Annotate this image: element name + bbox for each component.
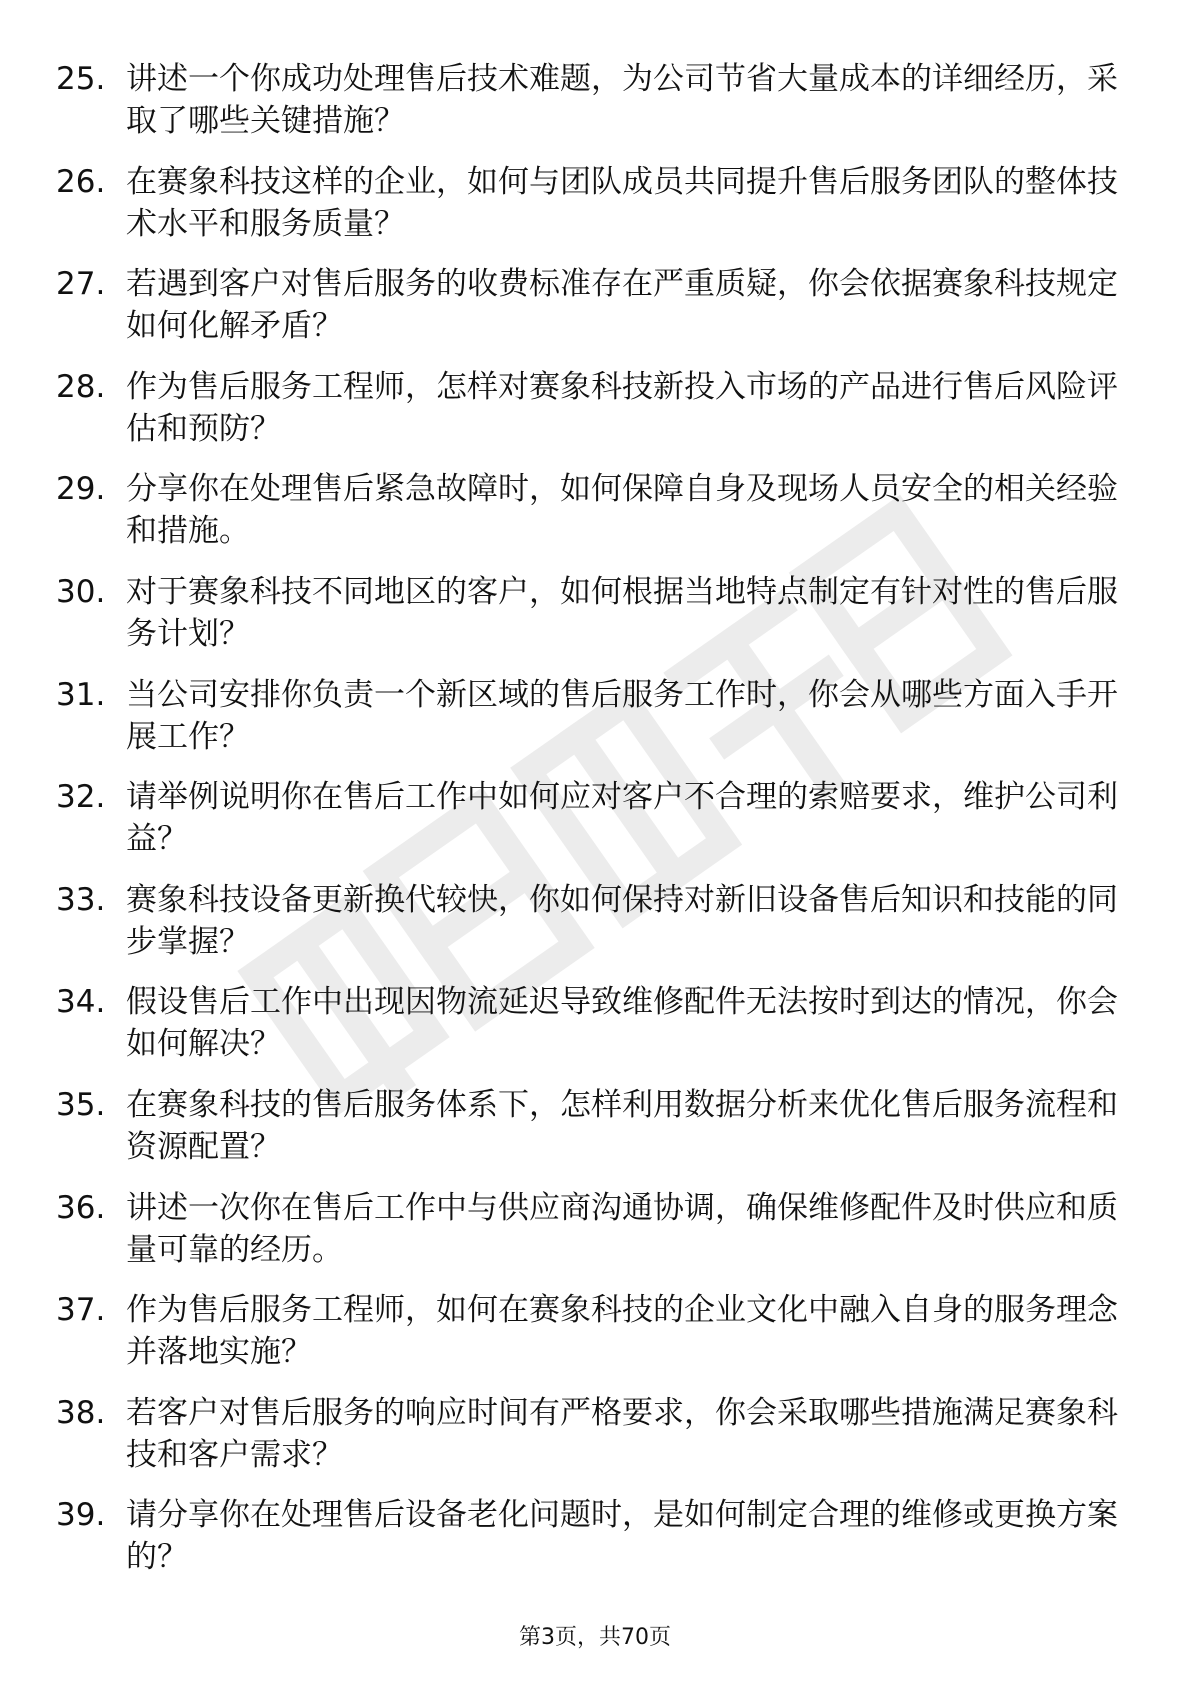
question-item (56, 155, 1136, 258)
question-item (56, 873, 1136, 976)
question-number: 30. (56, 573, 106, 610)
question-number: 29. (56, 471, 106, 508)
question-text: 作为售后服务工程师，怎样对赛象科技新投入市场的产品进行售后风险评估和预防？ (126, 368, 1118, 447)
question-item (56, 668, 1136, 771)
question-list (56, 52, 1136, 1591)
question-text: 若遇到客户对售后服务的收费标准存在严重质疑，你会依据赛象科技规定如何化解矛盾？ (126, 266, 1118, 345)
question-item (56, 1181, 1136, 1284)
question-item (56, 1078, 1136, 1181)
question-item (56, 462, 1136, 565)
question-text: 作为售后服务工程师，如何在赛象科技的企业文化中融入自身的服务理念并落地实施？ (126, 1292, 1118, 1371)
question-text: 若客户对售后服务的响应时间有严格要求，你会采取哪些措施满足赛象科技和客户需求？ (126, 1394, 1118, 1473)
question-number: 32. (56, 779, 106, 816)
question-item (56, 360, 1136, 463)
question-text: 请分享你在处理售后设备老化问题时，是如何制定合理的维修或更换方案的？ (126, 1497, 1118, 1576)
question-item (56, 565, 1136, 668)
question-item (56, 257, 1136, 360)
question-number: 33. (56, 881, 106, 918)
question-text: 当公司安排你负责一个新区域的售后服务工作时，你会从哪些方面入手开展工作？ (126, 676, 1118, 755)
question-item (56, 975, 1136, 1078)
question-number: 35. (56, 1086, 106, 1123)
question-number: 39. (56, 1497, 106, 1534)
question-text: 在赛象科技这样的企业，如何与团队成员共同提升售后服务团队的整体技术水平和服务质量？ (126, 163, 1118, 242)
question-number: 36. (56, 1189, 106, 1226)
question-item (56, 1386, 1136, 1489)
question-text: 讲述一次你在售后工作中与供应商沟通协调，确保维修配件及时供应和质量可靠的经历。 (126, 1189, 1118, 1268)
question-item (56, 52, 1136, 155)
question-item (56, 1283, 1136, 1386)
question-text: 讲述一个你成功处理售后技术难题，为公司节省大量成本的详细经历，采取了哪些关键措施？ (126, 61, 1118, 139)
question-number: 31. (56, 676, 106, 713)
question-text: 赛象科技设备更新换代较快，你如何保持对新旧设备售后知识和技能的同步掌握？ (126, 881, 1118, 960)
question-text: 请举例说明你在售后工作中如何应对客户不合理的索赔要求，维护公司利益？ (126, 779, 1118, 858)
question-number: 26. (56, 163, 106, 200)
question-text: 在赛象科技的售后服务体系下，怎样利用数据分析来优化售后服务流程和资源配置？ (126, 1086, 1118, 1165)
page-footer: 第3页，共70页 (519, 1625, 671, 1650)
question-number: 25. (56, 61, 106, 97)
question-text: 假设售后工作中出现因物流延迟导致维修配件无法按时到达的情况，你会如何解决？ (126, 984, 1118, 1063)
question-item (56, 770, 1136, 873)
question-number: 27. (56, 266, 106, 303)
question-number: 28. (56, 368, 106, 405)
question-number: 38. (56, 1394, 106, 1431)
question-number: 37. (56, 1292, 106, 1329)
question-text: 对于赛象科技不同地区的客户，如何根据当地特点制定有针对性的售后服务计划？ (126, 573, 1118, 652)
question-item (56, 1488, 1136, 1591)
question-number: 34. (56, 984, 106, 1021)
question-text: 分享你在处理售后紧急故障时，如何保障自身及现场人员安全的相关经验和措施。 (126, 471, 1118, 550)
